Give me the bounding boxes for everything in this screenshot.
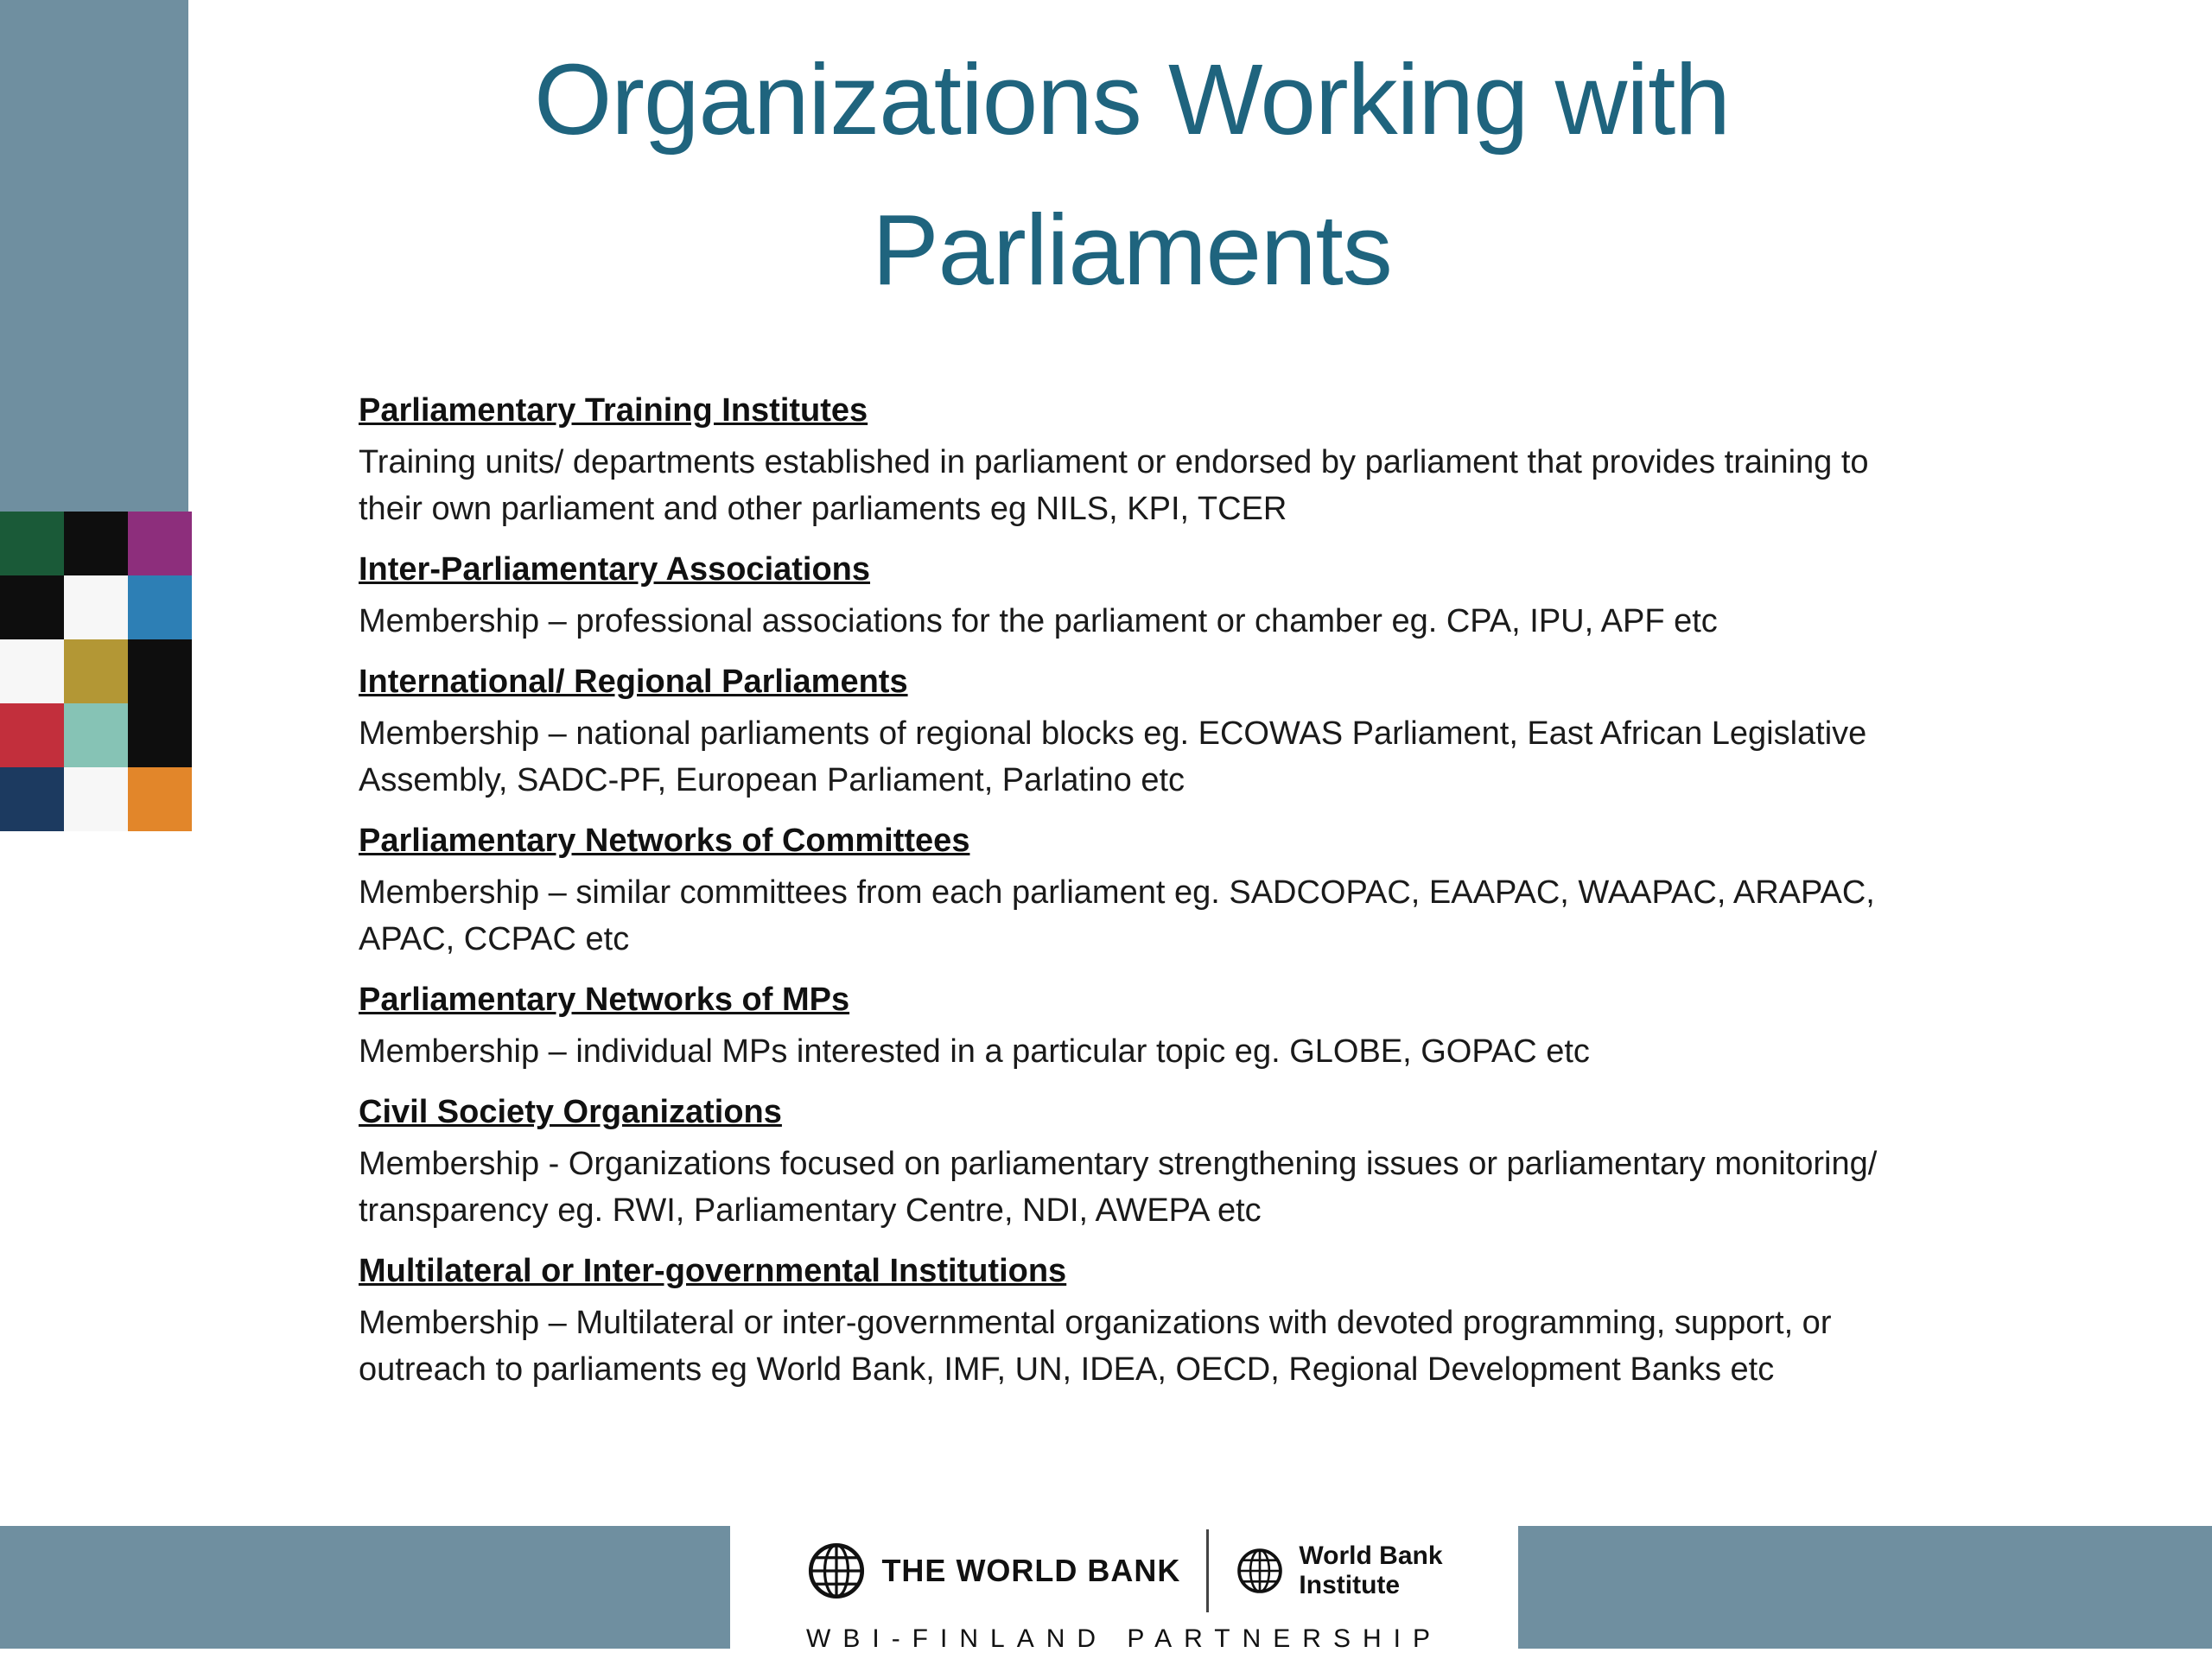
left-accent-bar — [0, 0, 188, 512]
section-civil-society-organizations — [359, 1089, 1892, 1234]
section-heading: International/ Regional Parliaments — [359, 664, 908, 700]
world-bank-institute-logo — [1235, 1541, 1442, 1601]
slide-content — [359, 387, 1892, 1407]
world-bank-logo — [805, 1540, 1180, 1602]
mosaic-cell — [128, 575, 192, 639]
section-international-regional-parliaments — [359, 658, 1892, 804]
section-parliamentary-networks-of-mps — [359, 976, 1892, 1075]
section-heading: Inter-Parliamentary Associations — [359, 551, 871, 588]
footer-logos — [730, 1522, 1518, 1659]
mosaic-cell — [64, 512, 128, 575]
section-body: Training units/ departments established in parliament or endorsed by parliament that provides training to their own parliament and other parliaments eg NILS, KPI, TCER — [359, 444, 1869, 527]
slide-title-line2: Parliaments — [872, 194, 1392, 306]
section-heading: Parliamentary Training Institutes — [359, 392, 868, 429]
section-body: Membership – Multilateral or inter-governmental organizations with devoted programming, support, or outreach to parliaments eg World Bank, IMF, UN, IDEA, OECD, Regional Development Banks etc — [359, 1305, 1832, 1388]
mosaic-cell — [0, 575, 64, 639]
section-body: Membership – national parliaments of regional blocks eg. ECOWAS Parliament, East African Legislative Assembly, SADC-PF, European Parliament, Parlatino etc — [359, 715, 1867, 798]
section-heading: Parliamentary Networks of MPs — [359, 982, 850, 1018]
section-body: Membership – similar committees from each parliament eg. SADCOPAC, EAAPAC, WAAPAC, ARAPAC, APAC, CCPAC etc — [359, 874, 1875, 957]
mosaic-cell — [128, 512, 192, 575]
section-body: Membership – individual MPs interested in a particular topic eg. GLOBE, GOPAC etc — [359, 1033, 1590, 1070]
footer-bar-right — [1518, 1526, 2212, 1649]
section-inter-parliamentary-associations — [359, 546, 1892, 645]
section-multilateral-institutions — [359, 1248, 1892, 1393]
mosaic-cell — [0, 703, 64, 767]
logo-row — [805, 1529, 1442, 1612]
mosaic-cell — [0, 639, 64, 703]
mosaic-cell — [0, 767, 64, 831]
mosaic-cell — [128, 639, 192, 703]
footer-bar-left — [0, 1526, 730, 1649]
world-bank-label: THE WORLD BANK — [881, 1553, 1181, 1588]
color-mosaic — [0, 512, 192, 831]
mosaic-cell — [64, 703, 128, 767]
section-heading: Parliamentary Networks of Committees — [359, 823, 970, 859]
wbi-globe-icon — [1235, 1546, 1285, 1596]
world-bank-globe-icon — [805, 1540, 868, 1602]
slide-title-line1: Organizations Working with — [534, 43, 1730, 156]
world-bank-institute-label — [1299, 1541, 1442, 1601]
section-heading: Multilateral or Inter-governmental Institutions — [359, 1253, 1067, 1289]
section-parliamentary-training-institutes — [359, 387, 1892, 532]
slide-title — [276, 24, 1987, 325]
section-parliamentary-networks-of-committees — [359, 817, 1892, 963]
mosaic-cell — [128, 767, 192, 831]
section-body: Membership - Organizations focused on parliamentary strengthening issues or parliamentary monitoring/ transparency eg. RWI, Parliamentary Centre, NDI, AWEPA etc — [359, 1146, 1878, 1229]
mosaic-cell — [64, 639, 128, 703]
section-heading: Civil Society Organizations — [359, 1094, 782, 1130]
wbi-label-line1: World Bank — [1299, 1541, 1443, 1570]
logo-divider — [1206, 1529, 1209, 1612]
mosaic-cell — [0, 512, 64, 575]
mosaic-cell — [64, 767, 128, 831]
wbi-label-line2: Institute — [1299, 1571, 1401, 1599]
partnership-label: WBI-FINLAND PARTNERSHIP — [806, 1624, 1442, 1653]
mosaic-cell — [64, 575, 128, 639]
section-body: Membership – professional associations for the parliament or chamber eg. CPA, IPU, APF etc — [359, 603, 1718, 639]
mosaic-cell — [128, 703, 192, 767]
